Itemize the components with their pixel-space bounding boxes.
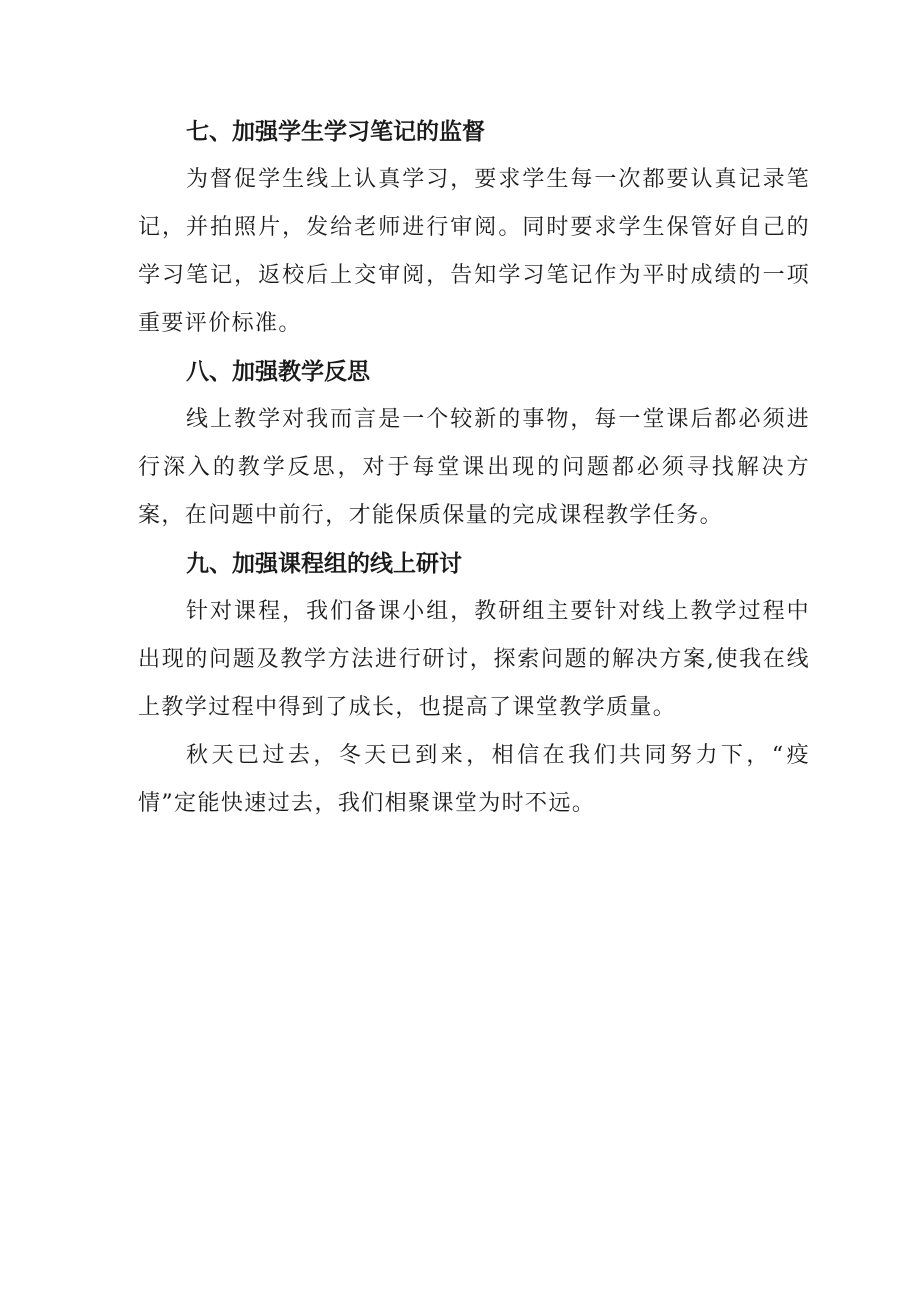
- closing-paragraph: 秋天已过去，冬天已到来，相信在我们共同努力下，“疫情”定能快速过去，我们相聚课堂为时不远。: [138, 743, 810, 816]
- section-heading-7: 七、加强学生学习笔记的监督: [186, 119, 485, 145]
- section-body-8: 线上教学对我而言是一个较新的事物，每一堂课后都必须进行深入的教学反思，对于每堂课出现的问题都必须寻找解决方案，在问题中前行，才能保质保量的完成课程教学任务。: [138, 407, 810, 528]
- section-heading-8: 八、加强教学反思: [186, 359, 370, 385]
- section-body-7: 为督促学生线上认真学习，要求学生每一次都要认真记录笔记，并拍照片，发给老师进行审阅。同时要求学生保管好自己的学习笔记，返校后上交审阅，告知学习笔记作为平时成绩的一项重要评价标准。: [138, 167, 810, 336]
- section-heading-9: 九、加强课程组的线上研讨: [186, 551, 462, 577]
- document-page: [138, 108, 810, 828]
- section-body-9: 针对课程，我们备课小组，教研组主要针对线上教学过程中出现的问题及教学方法进行研讨，探索问题的解决方案,使我在线上教学过程中得到了成长，也提高了课堂教学质量。: [138, 599, 810, 720]
